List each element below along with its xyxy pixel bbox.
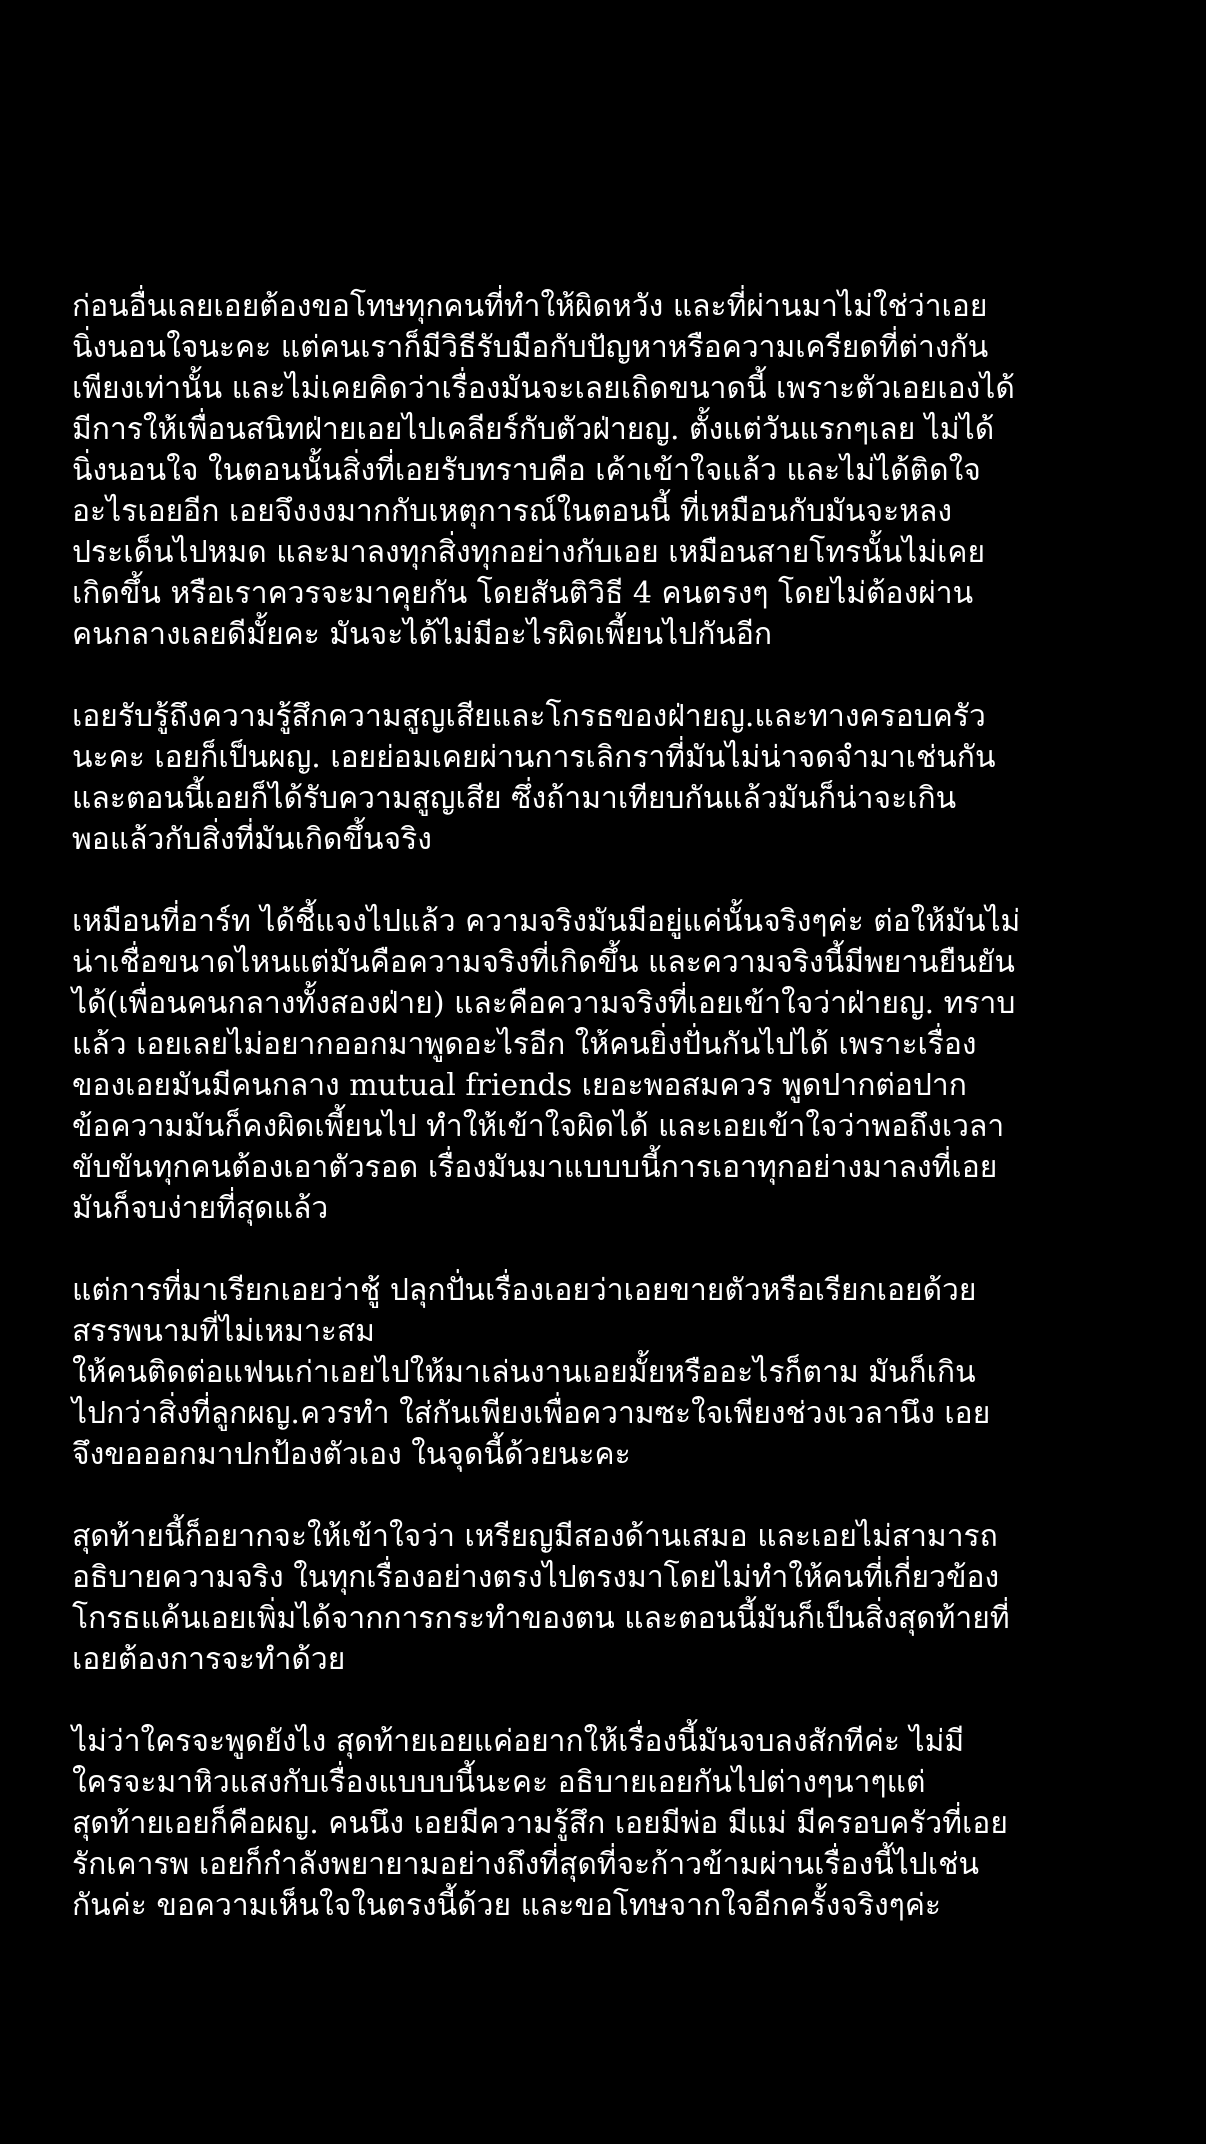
text-line: อะไรเอยอีก เอยจึงงงมากกับเหตุการณ์ในตอนนี้ ที่เหมือนกับมันจะหลง	[72, 494, 953, 529]
text-line: ขับขันทุกคนต้องเอาตัวรอด เรื่องมันมาแบบบนี้การเอาทุกอย่างมาลงที่เอย	[72, 1150, 998, 1185]
text-line: คนกลางเลยดีมั้ยคะ มันจะได้ไม่มีอะไรผิดเพี้ยนไปกันอีก	[72, 617, 773, 652]
text-line: มีการให้เพื่อนสนิทฝ่ายเอยไปเคลียร์กับตัวฝ่ายญ. ตั้งแต่วันแรกๆเลย ไม่ได้	[72, 412, 995, 447]
text-line: นิ่งนอนใจนะคะ แต่คนเราก็มีวิธีรับมือกับปัญหาหรือความเครียดที่ต่างกัน	[72, 330, 989, 365]
text-line: ให้คนติดต่อแฟนเก่าเอยไปให้มาเล่นงานเอยมั้ยหรืออะไรก็ตาม มันก็เกิน	[72, 1355, 976, 1390]
statement-paragraph	[72, 1270, 1152, 1475]
text-line: เหมือนที่อาร์ท ได้ชี้แจงไปแล้ว ความจริงมันมีอยู่แค่นั้นจริงๆค่ะ ต่อให้มันไม่	[72, 904, 1021, 939]
text-line: ได้(เพื่อนคนกลางทั้งสองฝ่าย) และคือความจริงที่เอยเข้าใจว่าฝ่ายญ. ทราบ	[72, 986, 1016, 1021]
statement-paragraph	[72, 1721, 1152, 1926]
text-line: เอยต้องการจะทำด้วย	[72, 1642, 346, 1677]
text-line: นะคะ เอยก็เป็นผญ. เอยย่อมเคยผ่านการเลิกราที่มันไม่น่าจดจำมาเช่นกัน	[72, 740, 996, 775]
text-line: เอยรับรู้ถึงความรู้สึกความสูญเสียและโกรธของฝ่ายญ.และทางครอบครัว	[72, 699, 986, 734]
text-line: มันก็จบง่ายที่สุดแล้ว	[72, 1191, 329, 1226]
statement-text	[72, 286, 1152, 1967]
text-line: และตอนนี้เอยก็ได้รับความสูญเสีย ซึ่งถ้ามาเทียบกันแล้วมันก็น่าจะเกิน	[72, 781, 957, 816]
text-line: แต่การที่มาเรียกเอยว่าชู้ ปลุกปั่นเรื่องเอยว่าเอยขายตัวหรือเรียกเอยด้วย	[72, 1273, 977, 1308]
text-line: จึงขอออกมาปกป้องตัวเอง ในจุดนี้ด้วยนะคะ	[72, 1437, 631, 1472]
text-line: แล้ว เอยเลยไม่อยากออกมาพูดอะไรอีก ให้คนยิ่งปั่นกันไปได้ เพราะเรื่อง	[72, 1027, 977, 1062]
statement-paragraph	[72, 696, 1152, 860]
text-line: ไม่ว่าใครจะพูดยังไง สุดท้ายเอยแค่อยากให้เรื่องนี้มันจบลงสักทีค่ะ ไม่มี	[72, 1724, 965, 1759]
text-line: ของเอยมันมีคนกลาง mutual friends เยอะพอสมควร พูดปากต่อปาก	[72, 1068, 967, 1103]
text-line: สุดท้ายนี้ก็อยากจะให้เข้าใจว่า เหรียญมีสองด้านเสมอ และเอยไม่สามารถ	[72, 1519, 998, 1554]
text-line: ไปกว่าสิ่งที่ลูกผญ.ควรทำ ใส่กันเพียงเพื่อความซะใจเพียงช่วงเวลานึง เอย	[72, 1396, 991, 1431]
text-line: กันค่ะ ขอความเห็นใจในตรงนี้ด้วย และขอโทษจากใจอีกครั้งจริงๆค่ะ	[72, 1888, 942, 1923]
statement-paragraph	[72, 1516, 1152, 1680]
text-line: รักเคารพ เอยก็กำลังพยายามอย่างถึงที่สุดที่จะก้าวข้ามผ่านเรื่องนี้ไปเช่น	[72, 1847, 979, 1882]
text-line: อธิบายความจริง ในทุกเรื่องอย่างตรงไปตรงมาโดยไม่ทำให้คนที่เกี่ยวข้อง	[72, 1560, 1000, 1595]
text-line: ประเด็นไปหมด และมาลงทุกสิ่งทุกอย่างกับเอย เหมือนสายโทรนั้นไม่เคย	[72, 535, 986, 570]
text-line: ก่อนอื่นเลยเอยต้องขอโทษทุกคนที่ทำให้ผิดหวัง และที่ผ่านมาไม่ใช่ว่าเอย	[72, 289, 988, 324]
text-line: โกรธแค้นเอยเพิ่มได้จากการกระทำของตน และตอนนี้มันก็เป็นสิ่งสุดท้ายที่	[72, 1601, 1010, 1636]
text-line: เกิดขึ้น หรือเราควรจะมาคุยกัน โดยสันติวิธี 4 คนตรงๆ โดยไม่ต้องผ่าน	[72, 576, 974, 611]
text-line: นิ่งนอนใจ ในตอนนั้นสิ่งที่เอยรับทราบคือ เค้าเข้าใจแล้ว และไม่ได้ติดใจ	[72, 453, 981, 488]
text-line: สุดท้ายเอยก็คือผญ. คนนึง เอยมีความรู้สึก เอยมีพ่อ มีแม่ มีครอบครัวที่เอย	[72, 1806, 1008, 1841]
text-line: ข้อความมันก็คงผิดเพี้ยนไป ทำให้เข้าใจผิดได้ และเอยเข้าใจว่าพอถึงเวลา	[72, 1109, 1005, 1144]
text-line: เพียงเท่านั้น และไม่เคยคิดว่าเรื่องมันจะเลยเถิดขนาดนี้ เพราะตัวเอยเองได้	[72, 371, 1015, 406]
text-line: พอแล้วกับสิ่งที่มันเกิดขึ้นจริง	[72, 822, 432, 857]
text-line: น่าเชื่อขนาดไหนแต่มันคือความจริงที่เกิดขึ้น และความจริงนี้มีพยานยืนยัน	[72, 945, 1015, 980]
text-line: ใครจะมาหิวแสงกับเรื่องแบบบนี้นะคะ อธิบายเอยกันไปต่างๆนาๆแต่	[72, 1765, 926, 1800]
statement-paragraph	[72, 286, 1152, 655]
statement-paragraph	[72, 901, 1152, 1229]
text-line: สรรพนามที่ไม่เหมาะสม	[72, 1314, 375, 1349]
